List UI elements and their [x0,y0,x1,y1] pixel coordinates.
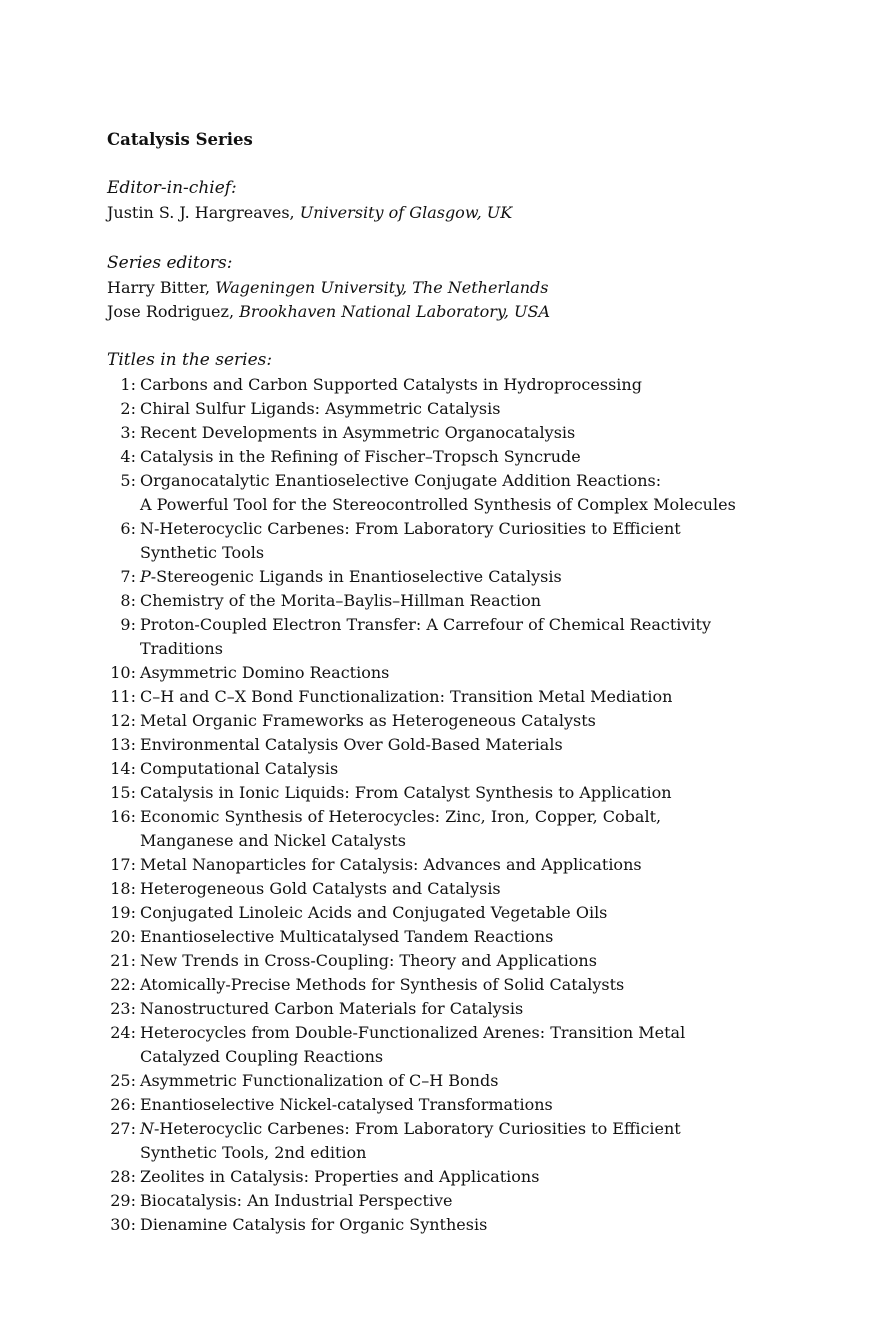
list-item [107,973,736,997]
item-title-line: Nanostructured Carbon Materials for Catalysis [140,999,524,1018]
list-item [107,421,736,445]
item-title [140,949,597,973]
editor-name: Harry Bitter, [107,278,216,297]
item-title [140,1213,487,1237]
item-title [140,661,389,685]
item-number: 9: [120,615,136,634]
item-title-line: Computational Catalysis [140,759,339,778]
item-title-line [140,565,562,589]
item-title-line: Catalysis in the Refining of Fischer–Tropsch Syncrude [140,447,581,466]
item-title [140,517,681,565]
item-title [140,805,661,853]
item-title-line: Dienamine Catalysis for Organic Synthesis [140,1215,488,1234]
editor-in-chief-entry [107,201,512,225]
editor-name: Jose Rodriguez, [107,302,240,321]
item-title [140,1165,539,1189]
list-item [107,997,736,1021]
item-title [140,925,553,949]
item-title [140,589,541,613]
item-title-line: Biocatalysis: An Industrial Perspective [140,1191,453,1210]
list-item [107,589,736,613]
item-number: 12: [110,711,136,730]
list-item [107,1021,736,1069]
item-title [140,1189,453,1213]
editor-affiliation: Wageningen University, The Netherlands [215,278,549,297]
item-title [140,853,642,877]
list-item [107,1189,736,1213]
list-item [107,925,736,949]
item-title-line: Catalysis in Ionic Liquids: From Catalyst Synthesis to Application [140,783,672,802]
item-title [140,757,338,781]
list-item [107,469,736,517]
item-number: 2: [120,399,136,418]
series-editor-entry [107,300,550,324]
list-item [107,397,736,421]
item-title-line: Synthetic Tools, 2nd edition [140,1143,367,1162]
item-number: 7: [120,567,136,586]
item-number: 6: [120,519,136,538]
item-title [140,781,672,805]
item-title [140,733,563,757]
list-item [107,685,736,709]
item-title-line: Zeolites in Catalysis: Properties and Applications [140,1167,540,1186]
item-title-line: Heterogeneous Gold Catalysts and Catalysis [140,879,501,898]
list-item [107,565,736,589]
list-item [107,613,736,661]
item-number: 21: [110,951,136,970]
item-number: 30: [110,1215,136,1234]
list-item [107,517,736,565]
item-title-line: Economic Synthesis of Heterocycles: Zinc, Iron, Copper, Cobalt, [140,807,662,826]
list-item [107,709,736,733]
list-item [107,1069,736,1093]
item-number: 28: [110,1167,136,1186]
item-title-line: Traditions [140,639,223,658]
list-item [107,661,736,685]
series-editors-label: Series editors: [107,253,233,273]
item-title [140,373,642,397]
item-number: 26: [110,1095,136,1114]
item-title-line [140,1117,681,1141]
item-number: 20: [110,927,136,946]
list-item [107,1117,736,1165]
item-title [140,685,672,709]
item-number: 15: [110,783,136,802]
item-number: 22: [110,975,136,994]
item-number: 29: [110,1191,136,1210]
item-title-line: Carbons and Carbon Supported Catalysts in Hydroprocessing [140,375,642,394]
item-title [140,469,736,517]
list-item [107,853,736,877]
item-title-line: N-Heterocyclic Carbenes: From Laboratory Curiosities to Efficient [140,519,681,538]
item-number: 17: [110,855,136,874]
item-title-line: Manganese and Nickel Catalysts [140,831,406,850]
item-number: 1: [120,375,136,394]
series-editor-entry [107,276,549,300]
item-number: 10: [110,663,136,682]
item-number: 4: [120,447,136,466]
item-title [140,397,500,421]
item-title-line: Synthetic Tools [140,543,265,562]
item-title [140,1117,681,1165]
list-item [107,373,736,397]
item-title-line: A Powerful Tool for the Stereocontrolled Synthesis of Complex Molecules [140,495,736,514]
item-title-line: Metal Organic Frameworks as Heterogeneous Catalysts [140,711,596,730]
list-item [107,901,736,925]
item-title [140,997,523,1021]
title-text: -Heterocyclic Carbenes: From Laboratory Curiosities to Efficient [154,1119,681,1138]
editor-name: Justin S. J. Hargreaves, [107,203,300,222]
item-title-line: Heterocycles from Double-Functionalized Arenes: Transition Metal [140,1023,686,1042]
editor-affiliation: University of Glasgow, UK [299,203,513,222]
item-title [140,421,575,445]
list-item [107,445,736,469]
item-title [140,445,581,469]
titles-list [107,373,736,1237]
item-title [140,1093,553,1117]
list-item [107,877,736,901]
item-title-line: Catalyzed Coupling Reactions [140,1047,384,1066]
item-number: 11: [110,687,136,706]
list-item [107,757,736,781]
item-title-line: Enantioselective Multicatalysed Tandem Reactions [140,927,554,946]
item-number: 24: [110,1023,136,1042]
list-item [107,1165,736,1189]
italic-prefix: P [140,567,151,586]
list-item [107,805,736,853]
editor-in-chief-label: Editor-in-chief: [107,178,237,198]
item-title-line: Environmental Catalysis Over Gold-Based Materials [140,735,563,754]
item-title-line: Metal Nanoparticles for Catalysis: Advances and Applications [140,855,642,874]
list-item [107,949,736,973]
item-title-line: Asymmetric Domino Reactions [140,663,390,682]
series-title: Catalysis Series [107,130,253,149]
item-number: 14: [110,759,136,778]
item-number: 13: [110,735,136,754]
list-item [107,733,736,757]
title-text: -Stereogenic Ligands in Enantioselective Catalysis [150,567,562,586]
item-number: 25: [110,1071,136,1090]
item-title-line: C–H and C–X Bond Functionalization: Transition Metal Mediation [140,687,673,706]
item-title-line: Proton-Coupled Electron Transfer: A Carrefour of Chemical Reactivity [140,615,711,634]
item-title [140,973,624,997]
item-number: 16: [110,807,136,826]
item-number: 18: [110,879,136,898]
item-title [140,1021,685,1069]
list-item [107,1093,736,1117]
item-title-line: Enantioselective Nickel-catalysed Transformations [140,1095,553,1114]
editor-affiliation: Brookhaven National Laboratory, USA [239,302,551,321]
item-title [140,877,501,901]
item-title-line: Organocatalytic Enantioselective Conjugate Addition Reactions: [140,471,662,490]
item-title-line: Asymmetric Functionalization of C–H Bonds [140,1071,499,1090]
item-number: 27: [110,1119,136,1138]
item-title-line: New Trends in Cross-Coupling: Theory and Applications [140,951,597,970]
item-title [140,565,562,589]
item-title-line: Recent Developments in Asymmetric Organocatalysis [140,423,576,442]
item-title-line: Conjugated Linoleic Acids and Conjugated Vegetable Oils [140,903,608,922]
item-title-line: Chemistry of the Morita–Baylis–Hillman Reaction [140,591,542,610]
italic-prefix: N [140,1119,154,1138]
item-number: 23: [110,999,136,1018]
list-item [107,781,736,805]
item-title [140,1069,498,1093]
item-title-line: Chiral Sulfur Ligands: Asymmetric Catalysis [140,399,501,418]
item-title [140,613,711,661]
item-title-line: Atomically-Precise Methods for Synthesis of Solid Catalysts [140,975,625,994]
item-title [140,901,607,925]
item-number: 19: [110,903,136,922]
item-number: 5: [120,471,136,490]
item-number: 8: [120,591,136,610]
item-title [140,709,596,733]
list-item [107,1213,736,1237]
titles-label: Titles in the series: [107,350,273,370]
item-number: 3: [120,423,136,442]
